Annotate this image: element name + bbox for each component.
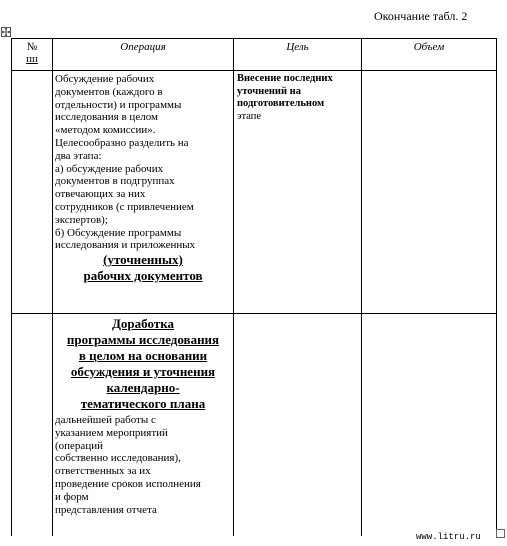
table-move-handle-icon[interactable] <box>1 27 11 37</box>
row2-operation-cell <box>53 314 234 537</box>
text-line: отдельности) и программы <box>55 98 182 111</box>
header-operation-label: Операция <box>120 41 166 53</box>
header-number <box>12 39 53 71</box>
bold-line: Доработка <box>111 316 174 331</box>
edit-marker-icon <box>496 529 505 538</box>
row2-number-cell <box>12 314 53 537</box>
row1-number-cell <box>12 71 53 314</box>
header-operation <box>53 39 234 71</box>
table-header-row <box>12 39 497 71</box>
header-goal-label: Цель <box>286 41 309 53</box>
header-number-sign: № <box>26 41 38 53</box>
text-line: указанием мероприятий <box>55 426 168 439</box>
operations-table <box>11 38 497 536</box>
bold-line: в целом на основании <box>78 348 208 363</box>
header-volume <box>362 39 497 71</box>
goal-line: уточнений на <box>237 85 301 97</box>
text-line: и форм <box>55 490 89 503</box>
row2-volume-cell <box>362 314 497 537</box>
text-line: проведение сроков исполнения <box>55 477 201 490</box>
text-line: экспертов); <box>55 213 108 226</box>
text-line: (операций <box>55 439 103 452</box>
text-line: документов в подгруппах <box>55 175 175 188</box>
row1-operation-text <box>53 71 233 252</box>
goal-line: подготовительном <box>237 98 325 109</box>
text-line: собственно исследования), <box>55 452 181 465</box>
bold-line: рабочих документов <box>83 268 203 284</box>
text-line: б) Обсуждение программы <box>55 226 182 239</box>
header-number-pp: пп <box>26 53 38 65</box>
row1-goal-cell <box>234 71 362 314</box>
row1-operation-bold-text <box>53 252 233 284</box>
table-row <box>12 71 497 314</box>
text-line: а) обсуждение рабочих <box>55 162 164 175</box>
bold-line: программы исследования <box>66 332 220 347</box>
header-goal <box>234 39 362 71</box>
text-line: Целесообразно разделить на <box>55 136 189 149</box>
row1-goal-bold-text <box>234 71 361 111</box>
text-line: «методом комиссии». <box>55 124 156 137</box>
site-logo: www.litru.ru <box>416 532 481 542</box>
text-line: ответственных за их <box>55 465 151 478</box>
text-line: два этапа: <box>55 149 102 162</box>
table-caption: Окончание табл. 2 <box>374 9 468 23</box>
text-line: исследования и приложенных <box>55 239 196 252</box>
table-row <box>12 314 497 537</box>
text-line: исследования в целом <box>55 111 158 124</box>
text-line: отвечающих за них <box>55 188 146 201</box>
text-line: Обсуждение рабочих <box>55 73 155 85</box>
bold-line: календарно- <box>106 380 180 395</box>
row1-volume-cell <box>362 71 497 314</box>
text-line: сотрудников (с привлечением <box>55 200 194 213</box>
row2-operation-text <box>53 412 233 516</box>
row2-operation-bold-text <box>53 314 233 412</box>
row1-operation-cell <box>53 71 234 314</box>
text-line: представления отчета <box>55 503 157 516</box>
goal-line: Внесение последних <box>237 73 333 84</box>
header-volume-label: Объем <box>413 41 445 53</box>
bold-line: обсуждения и уточнения <box>70 364 216 379</box>
text-line: документов (каждого в <box>55 85 163 98</box>
row2-goal-cell <box>234 314 362 537</box>
bold-line: (уточненных) <box>103 252 183 268</box>
text-line: дальнейшей работы с <box>55 414 156 426</box>
bold-line: тематического плана <box>80 396 206 411</box>
row1-goal-plain-text: этапе <box>237 110 262 122</box>
